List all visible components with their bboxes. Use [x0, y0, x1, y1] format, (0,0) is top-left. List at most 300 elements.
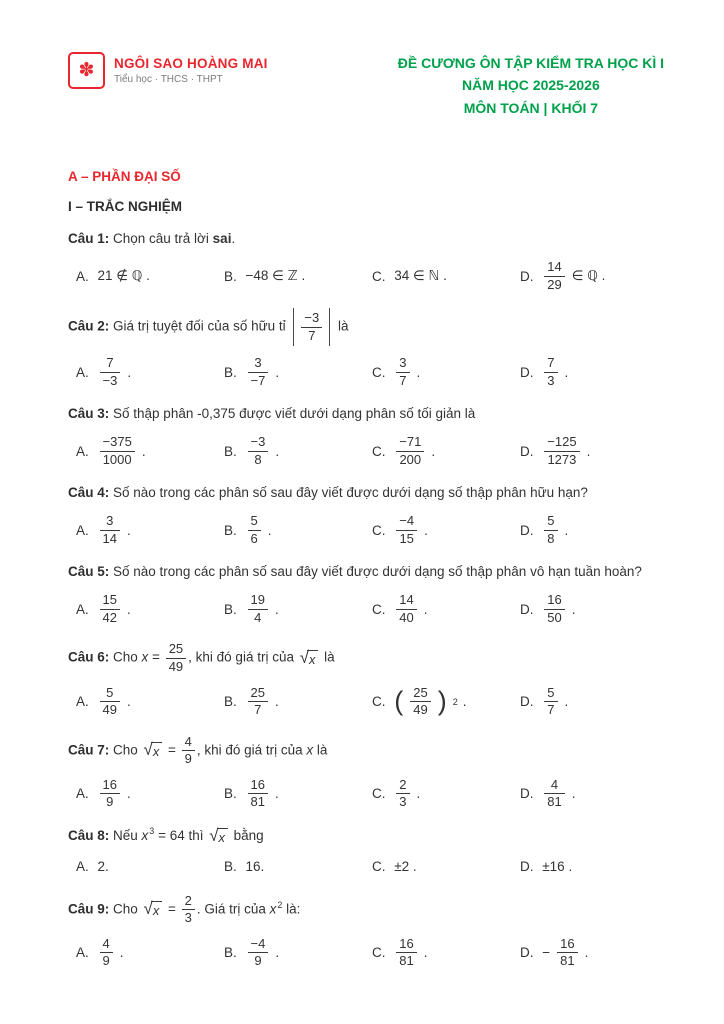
option-letter: D. — [520, 522, 538, 538]
option — [372, 777, 520, 811]
option-letter: B. — [224, 443, 241, 459]
option-letter: B. — [224, 364, 241, 380]
denominator: 1000 — [102, 451, 132, 467]
school-levels: Tiểu học · THCS · THPT — [114, 74, 223, 85]
radicand: x — [307, 650, 318, 667]
fraction — [396, 513, 417, 547]
superscript: 3 — [149, 826, 155, 837]
question-label: Câu 7: — [68, 742, 114, 758]
text: là: — [282, 901, 301, 917]
text: . — [119, 945, 124, 961]
fraction — [248, 592, 268, 626]
denominator: 3 — [399, 794, 407, 810]
fraction — [248, 513, 261, 547]
option — [76, 777, 224, 811]
question-label: Câu 2: — [68, 318, 114, 334]
radical-icon: √ — [209, 825, 219, 845]
question-block — [68, 734, 668, 811]
numerator: 16 — [544, 592, 564, 610]
text: . — [126, 601, 131, 617]
text: −48 ∈ ℤ . — [245, 268, 306, 284]
math-variable: x — [141, 650, 149, 666]
math-variable: x — [269, 901, 277, 917]
title-line-2: NĂM HỌC 2025-2026 — [462, 77, 600, 94]
question-block — [68, 308, 668, 389]
option — [224, 777, 372, 811]
denominator: 7 — [399, 372, 407, 388]
option-letter: B. — [224, 601, 241, 617]
fraction — [100, 936, 113, 970]
option — [224, 685, 372, 719]
fraction — [396, 355, 409, 389]
flower-icon: ✽ — [78, 60, 95, 81]
fraction — [248, 355, 269, 389]
denominator: 7 — [254, 702, 262, 718]
page-header — [68, 52, 668, 119]
option-letter: A. — [76, 859, 93, 875]
text: . — [267, 522, 272, 538]
numerator: 16 — [248, 777, 268, 795]
option-letter: A. — [76, 786, 93, 802]
option-letter: A. — [76, 945, 93, 961]
denominator: 42 — [102, 609, 117, 625]
option-letter: C. — [372, 268, 390, 284]
numerator: 16 — [100, 777, 120, 795]
school-brand-text — [114, 56, 268, 85]
title-line-3: MÔN TOÁN | KHỐI 7 — [463, 99, 599, 116]
options-row — [68, 355, 668, 389]
denominator: 9 — [254, 953, 262, 969]
denominator: 8 — [254, 451, 262, 467]
fraction — [100, 685, 120, 719]
denominator: 8 — [547, 530, 555, 546]
option-letter: B. — [224, 786, 241, 802]
option — [224, 434, 372, 468]
fraction — [301, 310, 322, 344]
option — [76, 434, 224, 468]
denominator: 7 — [547, 702, 555, 718]
option — [224, 355, 372, 389]
option — [520, 355, 668, 389]
text: . — [416, 364, 421, 380]
denominator: 15 — [399, 530, 414, 546]
denominator: 49 — [102, 702, 117, 718]
radicand: x — [151, 901, 162, 918]
numerator: 5 — [544, 685, 557, 703]
text: . — [141, 443, 146, 459]
square-root — [144, 742, 163, 759]
fraction — [248, 434, 269, 468]
text: . — [275, 443, 280, 459]
text: Cho — [113, 650, 142, 666]
fraction — [544, 777, 564, 811]
document-title — [398, 52, 664, 119]
question-label: Câu 8: — [68, 827, 114, 843]
option-letter: D. — [520, 945, 538, 961]
square-root — [144, 901, 163, 918]
numerator: 2 — [182, 893, 195, 911]
numerator: 4 — [544, 777, 564, 795]
option-letter: A. — [76, 364, 93, 380]
options-row — [68, 592, 668, 626]
question-label: Câu 6: — [68, 650, 114, 666]
numerator: 7 — [100, 355, 121, 373]
denominator: 50 — [547, 609, 562, 625]
option-letter: B. — [224, 859, 241, 875]
fraction — [100, 777, 120, 811]
numerator: −125 — [544, 434, 579, 452]
numerator: 25 — [410, 685, 430, 703]
option — [520, 777, 668, 811]
text: . — [462, 694, 467, 710]
text: . — [274, 601, 279, 617]
option-letter: C. — [372, 522, 390, 538]
text: Số nào trong các phân số sau đây viết được dưới dạng số thập phân vô hạn tuần hoàn? — [113, 564, 642, 580]
option-letter: B. — [224, 694, 241, 710]
fraction — [544, 434, 579, 468]
fraction — [544, 592, 564, 626]
fraction — [544, 259, 564, 293]
option — [76, 592, 224, 626]
text: . — [126, 694, 131, 710]
question-block — [68, 641, 668, 718]
fraction — [182, 893, 195, 927]
option — [76, 265, 224, 287]
text: , khi đó giá trị của — [188, 650, 298, 666]
denominator: 200 — [399, 451, 422, 467]
option-letter: C. — [372, 786, 390, 802]
option — [520, 592, 668, 626]
fraction — [248, 936, 269, 970]
text: ±16 . — [542, 859, 573, 875]
option-letter: A. — [76, 601, 93, 617]
question-label: Câu 4: — [68, 485, 114, 501]
options-row — [68, 856, 668, 878]
denominator: 81 — [547, 794, 562, 810]
text: Nếu — [113, 827, 142, 843]
denominator: 49 — [168, 658, 184, 674]
options-row — [68, 434, 668, 468]
numerator: −4 — [248, 936, 269, 954]
denominator: 1273 — [547, 451, 577, 467]
option — [520, 856, 668, 878]
options-row — [68, 513, 668, 547]
question-text — [68, 562, 668, 583]
fraction — [166, 641, 186, 675]
option-letter: A. — [76, 522, 93, 538]
text: Cho — [113, 742, 142, 758]
option — [520, 685, 668, 719]
numerator: −4 — [396, 513, 417, 531]
option-letter: C. — [372, 443, 390, 459]
denominator: 4 — [254, 609, 262, 625]
square-root — [299, 647, 319, 667]
section-heading-algebra: A – PHẦN ĐẠI SỐ — [68, 169, 181, 185]
option-letter: C. — [372, 859, 390, 875]
option — [372, 513, 520, 547]
text: . Giá trị của — [196, 901, 270, 917]
text: 21 ∉ ℚ . — [97, 268, 150, 284]
question-text — [68, 893, 668, 927]
question-text — [68, 826, 668, 847]
absolute-value — [293, 308, 330, 346]
option — [76, 936, 224, 970]
fraction — [396, 777, 409, 811]
fraction — [544, 355, 557, 389]
question-text — [68, 404, 668, 425]
numerator: 16 — [557, 936, 577, 954]
denominator: 3 — [547, 372, 555, 388]
superscript: 2 — [277, 899, 283, 910]
option — [372, 265, 520, 287]
radical-icon: √ — [143, 899, 153, 919]
numerator: 5 — [544, 513, 557, 531]
numerator: 3 — [248, 355, 269, 373]
text: 16. — [245, 859, 265, 875]
numerator: 15 — [100, 592, 120, 610]
denominator: 81 — [399, 953, 414, 969]
title-line-1: ĐỀ CƯƠNG ÔN TẬP KIỂM TRA HỌC KÌ I — [397, 55, 664, 71]
fraction — [396, 936, 416, 970]
school-brand — [68, 52, 268, 89]
denominator: 9 — [106, 794, 114, 810]
option-letter: B. — [224, 522, 241, 538]
text: = — [148, 650, 164, 666]
question-block — [68, 229, 668, 293]
numerator: −71 — [396, 434, 424, 452]
denominator: 7 — [308, 327, 316, 343]
question-block — [68, 404, 668, 468]
text: = — [164, 901, 180, 917]
text: . — [423, 945, 428, 961]
bold-text: sai — [212, 231, 232, 247]
option-letter: D. — [520, 694, 538, 710]
option-letter: B. — [224, 945, 241, 961]
denominator: 81 — [560, 953, 575, 969]
option-letter: C. — [372, 694, 390, 710]
question-label: Câu 9: — [68, 901, 114, 917]
question-text — [68, 229, 668, 250]
text: . — [564, 364, 569, 380]
denominator: 81 — [250, 794, 265, 810]
text: = — [164, 742, 180, 758]
options-row — [68, 685, 668, 719]
option — [520, 936, 668, 970]
option — [224, 513, 372, 547]
option — [372, 355, 520, 389]
option-letter: A. — [76, 694, 93, 710]
text: , khi đó giá trị của — [196, 742, 307, 758]
fraction — [100, 513, 120, 547]
option-letter: C. — [372, 601, 390, 617]
numerator: 3 — [100, 513, 120, 531]
option — [372, 936, 520, 970]
radical-icon: √ — [143, 740, 153, 760]
text: là — [334, 318, 349, 334]
text: . — [571, 601, 576, 617]
option-letter: D. — [520, 859, 538, 875]
option — [224, 936, 372, 970]
fraction — [544, 685, 557, 719]
denominator: 6 — [250, 530, 258, 546]
question-block — [68, 826, 668, 878]
text: Giá trị tuyệt đối của số hữu tỉ — [113, 318, 290, 334]
numerator: 5 — [100, 685, 120, 703]
text: . — [416, 786, 421, 802]
text: 34 ∈ ℕ . — [394, 268, 447, 284]
denominator: 9 — [184, 751, 192, 767]
option — [76, 355, 224, 389]
radicand: x — [217, 828, 228, 845]
denominator: −7 — [250, 372, 266, 388]
text: . — [571, 786, 576, 802]
school-name: NGÔI SAO HOÀNG MAI — [114, 56, 268, 71]
option — [372, 592, 520, 626]
option-letter: D. — [520, 601, 538, 617]
numerator: 4 — [100, 936, 113, 954]
fraction — [100, 434, 135, 468]
question-text — [68, 308, 668, 346]
numerator: 25 — [166, 641, 186, 659]
denominator: 3 — [184, 910, 192, 926]
text: là — [320, 650, 335, 666]
option-letter: D. — [520, 364, 538, 380]
fraction — [557, 936, 577, 970]
text: Cho — [113, 901, 142, 917]
question-label: Câu 5: — [68, 564, 114, 580]
option — [520, 259, 668, 293]
option-letter: A. — [76, 268, 93, 284]
option — [520, 434, 668, 468]
square-root — [209, 825, 228, 845]
option — [76, 685, 224, 719]
options-row — [68, 259, 668, 293]
fraction — [396, 434, 424, 468]
numerator: −3 — [301, 310, 322, 328]
text: . — [231, 231, 236, 247]
option — [224, 592, 372, 626]
numerator: 19 — [248, 592, 268, 610]
question-label: Câu 1: — [68, 231, 114, 247]
text: . — [564, 522, 569, 538]
section-heading-multiple-choice: I – TRẮC NGHIỆM — [68, 199, 183, 215]
options-row — [68, 777, 668, 811]
option-letter: B. — [224, 268, 241, 284]
option-letter: D. — [520, 443, 538, 459]
text: . — [127, 364, 132, 380]
numerator: 25 — [248, 685, 268, 703]
text: ∈ ℚ . — [571, 268, 606, 284]
fraction — [248, 685, 268, 719]
option — [76, 513, 224, 547]
numerator: 14 — [544, 259, 564, 277]
math-variable: x — [306, 742, 314, 758]
text: . — [274, 694, 279, 710]
text: . — [126, 522, 131, 538]
numerator: 14 — [396, 592, 416, 610]
text: 2. — [97, 859, 109, 875]
numerator: 2 — [396, 777, 409, 795]
option-letter: D. — [520, 786, 538, 802]
numerator: 16 — [396, 936, 416, 954]
question-block — [68, 562, 668, 626]
fraction — [544, 513, 557, 547]
text: . — [431, 443, 436, 459]
option-letter: D. — [520, 268, 538, 284]
denominator: 9 — [102, 953, 110, 969]
options-row — [68, 936, 668, 970]
question-text — [68, 641, 668, 675]
fraction — [410, 685, 430, 719]
question-text — [68, 734, 668, 768]
numerator: −3 — [248, 434, 269, 452]
option: C. ( $\frac{25}{49}$ ) 2 . — [372, 684, 467, 718]
fraction — [100, 592, 120, 626]
option — [224, 856, 372, 878]
radical-icon: √ — [299, 647, 309, 667]
numerator: 7 — [544, 355, 557, 373]
option — [76, 856, 224, 878]
questions-list — [68, 229, 668, 970]
text: Số nào trong các phân số sau đây viết được dưới dạng số thập phân hữu hạn? — [113, 485, 588, 501]
text: . — [564, 694, 569, 710]
option — [372, 434, 520, 468]
text: . — [274, 786, 279, 802]
denominator: 29 — [547, 276, 562, 292]
question-label: Câu 3: — [68, 406, 114, 422]
fraction — [182, 734, 195, 768]
radicand: x — [151, 742, 162, 759]
text: . — [424, 522, 428, 538]
text: − — [542, 945, 551, 961]
numerator: −375 — [100, 434, 135, 452]
text: Số thập phân -0,375 được viết dưới dạng phân số tối giản là — [113, 406, 476, 422]
math-variable: x — [141, 827, 149, 843]
numerator: 5 — [248, 513, 261, 531]
denominator: 14 — [102, 530, 117, 546]
option — [224, 265, 372, 287]
school-logo — [68, 52, 105, 89]
text: . — [586, 443, 591, 459]
fraction — [248, 777, 268, 811]
text: . — [275, 945, 280, 961]
text: là — [313, 742, 328, 758]
option — [372, 856, 520, 878]
text: . — [584, 945, 589, 961]
text: Chọn câu trả lời — [113, 231, 213, 247]
fraction — [100, 355, 121, 389]
numerator: 3 — [396, 355, 409, 373]
question-text — [68, 483, 668, 504]
numerator: 4 — [182, 734, 195, 752]
option-letter: C. — [372, 364, 390, 380]
text: . — [275, 364, 280, 380]
option-letter: A. — [76, 443, 93, 459]
text: ±2 . — [394, 859, 417, 875]
text: . — [126, 786, 131, 802]
text: bằng — [229, 827, 264, 843]
question-block — [68, 893, 668, 970]
denominator: 40 — [399, 609, 414, 625]
text: . — [423, 601, 428, 617]
option — [520, 513, 668, 547]
denominator: 49 — [413, 702, 428, 718]
text: = 64 thì — [154, 827, 208, 843]
question-block — [68, 483, 668, 547]
fraction — [396, 592, 416, 626]
option-letter: C. — [372, 945, 390, 961]
denominator: −3 — [102, 372, 118, 388]
